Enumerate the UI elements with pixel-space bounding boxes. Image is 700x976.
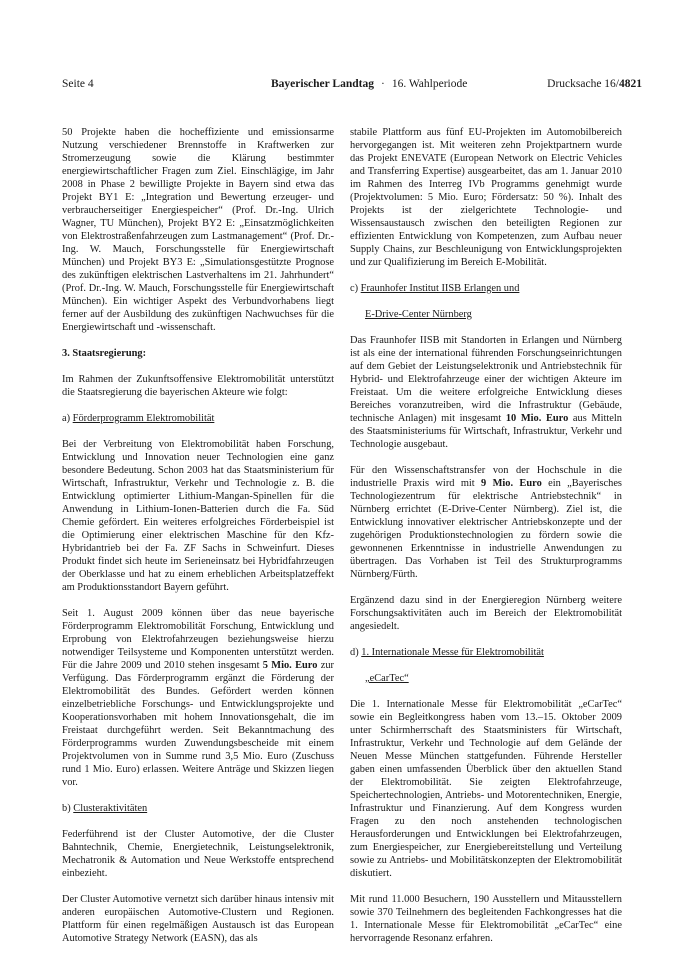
document-prefix: Drucksache 16/ [547, 78, 619, 90]
subheading-label: a) [62, 413, 73, 424]
institution-name: Bayerischer Landtag [271, 78, 374, 90]
amount-5-mio: 5 Mio. Euro [262, 660, 318, 671]
paragraph-foerderprogramm-2009 [62, 607, 334, 789]
paragraph-fraunhofer [350, 334, 622, 451]
page-header [62, 76, 642, 92]
text-run: Das Fraunhofer IISB mit Standorten in Erlangen und Nürnberg ist als eine der international führenden Forschungseinrichtungen auf dem Gebiet der Leistungselektronik und Antriebstechnik für Hybrid- und Elektrofahrzeuge einer der wichtigen Akteure im Freistaat. Um die weitere erfolgreiche Entwicklung dieses Bereiches voranzutreiben, wird die Infrastruktur (Gebäude, technische Anlagen) mit insgesamt [350, 335, 622, 424]
paragraph-cluster-network: Der Cluster Automotive vernetzt sich darüber hinaus intensiv mit anderen europäischen Automotive-Clustern und Regionen. Plattform für einen regelmäßigen Austausch ist das European Automotive Strategy Network (EASN), das als [62, 894, 334, 944]
paragraph-section3-intro: Im Rahmen der Zukunftsoffensive Elektromobilität unterstützt die Staatsregierung die bayerischen Akteure wie folgt: [62, 374, 334, 398]
subheading-title: Förderprogramm Elektromobilität [72, 413, 215, 424]
subheading-title-continued: E-Drive-Center Nürnberg [365, 309, 472, 320]
left-column [62, 126, 334, 958]
subheading-title: Clusteraktivitäten [73, 803, 148, 814]
subheading-title: Fraunhofer Institut IISB Erlangen und [360, 283, 520, 294]
paragraph-enevate: stabile Plattform aus fünf EU-Projekten im Automobilbereich hervorgegangen ist. Mit weiteren zehn Projektpartnern wurde das Projekt ENEVATE (European Network on Electric Vehicles and Transferring Expertise) ausgearbeitet, das am 1. Januar 2010 im Rahmen des Interreg IVb Programms genehmigt wurde (Projektvolumen: 5 Mio. Euro; Fördersatz: 50 %). Inhalt des Projekts ist der zielgerichtete Technologie- und Wissensaustausch zwischen den beteiligten Regionen zur effizienten Entwicklung von Kompetenzen, zum Aufbau neuer Supply Chains, zur Beschleunigung von Entwicklungsprojekten und zur Qualifizierung im Bereich E-Mobilität. [350, 127, 622, 268]
legislative-period: 16. Wahlperiode [391, 78, 468, 90]
text-run: Für den Wissenschaftstransfer von der Hochschule in die industrielle Praxis wird mit [350, 465, 622, 489]
right-column [350, 126, 622, 958]
amount-10-mio: 10 Mio. Euro [505, 413, 569, 424]
document-number-value: 4821 [619, 78, 642, 90]
section-heading-staatsregierung: 3. Staatsregierung: [62, 348, 147, 359]
subheading-cluster [62, 802, 334, 815]
publication-info [271, 76, 467, 92]
paragraph-energieregion: Ergänzend dazu sind in der Energieregion Nürnberg weitere Forschungsaktivitäten auch im Bereich der Elektromobilität angesiedelt. [350, 595, 622, 632]
subheading-fraunhofer-line2 [350, 308, 622, 321]
subheading-label: c) [350, 283, 361, 294]
amount-9-mio: 9 Mio. Euro [481, 478, 542, 489]
paragraph-technologietransfer [350, 464, 622, 581]
subheading-ecartec [350, 646, 622, 659]
paragraph-cluster-automotive: Federführend ist der Cluster Automotive, der die Cluster Bahntechnik, Chemie, Energietechnik, Leistungselektronik, Mechatronik & Automation und Neue Werkstoffe entsprechend einbezieht. [62, 829, 334, 879]
subheading-fraunhofer [350, 282, 622, 295]
page-number: Seite 4 [62, 78, 94, 90]
text-run: Seit 1. August 2009 können über das neue bayerische Förderprogramm Elektromobilität Forschung, Entwicklung und Erprobung von Elektrofahrzeugen beziehungsweise hierzu notwendiger Teilsysteme und Komponenten unterstützt werden. Für die Jahre 2009 und 2010 stehen insgesamt [62, 608, 334, 671]
paragraph-ecartec: Die 1. Internationale Messe für Elektromobilität „eCarTec“ sowie ein Begleitkongress haben vom 13.–15. Oktober 2009 unter Schirmherrschaft des Staatsministers für Wirtschaft, Infrastruktur, Verkehr und Technologie auf dem Gelände der Neuen Messe München stattgefunden. Führende Hersteller gaben einen umfassenden Überblick über den aktuellen Stand der Elektromobilität. Sie zeigten Elektrofahrzeuge, Speichertechnologien, Antriebs- und Motorentechniken, Energie, Infrastruktur und Finanzierung. Auf dem Kongress wurden Fragen zu den noch anstehenden technologischen Herausforderungen und Entwicklungen bei Elektrofahrzeugen, zum Energiespeicher, zur Energiebereitstellung und Verteilung sowie zu Antriebs- und Mobilitätskonzepten der Elektromobilität diskutiert. [350, 699, 622, 879]
subheading-label: d) [350, 647, 362, 658]
header-separator: · [380, 78, 385, 90]
text-run: aus Mitteln des Staatsministeriums für Wirtschaft, Infrastruktur, Verkehr und Technologie ausgebaut. [350, 413, 622, 450]
text-run: ein „Bayerisches Technologiezentrum für elektrische Antriebstechnik“ in Nürnberg errichtet (E-Drive-Center Nürnberg). Ziel ist, die Entwicklung innovativer elektrischer Antriebskonzepte und der zugehörigen Produktionstechnologien zu fördern sowie die gewonnenen Erkenntnisse in industrielle Anwendungen zu übertragen. Das Vorhaben ist Teil des Strukturprogramms Nürnberg/Fürth. [350, 478, 622, 580]
paragraph-projects: 50 Projekte haben die hocheffiziente und emissionsarme Nutzung verschiedener Brennstoffe in Kraftwerken zur Stromerzeugung sowie die Klärung bestimmter energiewirtschaftlicher Fragen zum Ziel. Einschlägige, im Jahr 2008 in Phase 2 bewilligte Projekte in Bayern sind etwa das Projekt BY1 E: „Integration und Bewertung erzeuger- und verbraucherseitiger Energiespeicher“ (Prof. Dr.-Ing. Ulrich Wagner, TU München), Projekt BY2 E: „Einsatzmöglichkeiten von Elektrostraßenfahrzeugen zum Lastmanagement“ (Prof. Dr.-Ing. W. Mauch, Forschungsstelle für Energiewirtschaft München) und Projekt BY3 E: „Simulationsgestützte Prognose des zukünftigen elektrischen Lastverhaltens im 21. Jahrhundert“ (Prof. Dr.-Ing. W. Mauch, Forschungsstelle für Energiewirtschaft München). Ein wichtiger Aspekt des Verbundvorhabens liegt ferner auf der Ausbildung des zukünftigen Nachwuchses für die Energiewirtschaft und -wissenschaft. [62, 127, 334, 333]
paragraph-ecartec-resonanz: Mit rund 11.000 Besuchern, 190 Ausstellern und Mitausstellern sowie 370 Teilnehmern des begleitenden Fachkongresses hat die 1. Internationale Messe für Elektromobilität „eCarTec“ eine hervorragende Resonanz erfahren. [350, 894, 622, 944]
text-run: zur Verfügung. Das Förderprogramm ergänzt die Förderung der Elektromobilität des Bundes. Gefördert werden können einzelbetriebliche Forschungs- und Entwicklungsprojekte und Kooperationsvorhaben mit hohem Innovationsgehalt, die im Freistaat durchgeführt werden. Seit Bekanntmachung des Förderprogramms wurden Zuwendungsbescheide mit einem Projektvolumen von in Summe rund 3,5 Mio. Euro (Zuschuss rund 1 Mio. Euro) erlassen. Weitere Anträge und Skizzen liegen vor. [62, 660, 334, 788]
subheading-title: 1. Internationale Messe für Elektromobilität [361, 647, 544, 658]
subheading-ecartec-line2 [350, 672, 622, 685]
subheading-foerderprogramm [62, 412, 334, 425]
subheading-label: b) [62, 803, 74, 814]
subheading-title-continued: „eCarTec“ [365, 673, 409, 684]
paragraph-foerderprogramm: Bei der Verbreitung von Elektromobilität haben Forschung, Entwicklung und Innovation neuer Technologien eine ganz besondere Bedeutung. Schon 2003 hat das Staatsministerium für Wirtschaft, Infrastruktur, Verkehr und Technologie z. B. die Entwicklung optimierter Lithium-Mangan-Spinellen für die Anwendung in Lithium-Ionen-Batterien durch die Fa. Süd Chemie gefördert. Ein weiteres erfolgreiches Förderbeispiel ist die Optimierung einer elektrischen Maschine für den Kfz-Hybridantrieb bei der Fa. ZF Sachs in Schweinfurt. Dieses Produkt findet sich heute im Serieneinsatz bei Hybridfahrzeugen der Oberklasse und hat zu einem erheblichen Arbeitsplatzeffekt am Produktionsstandort Bayern geführt. [62, 439, 334, 593]
document-number [547, 76, 642, 92]
